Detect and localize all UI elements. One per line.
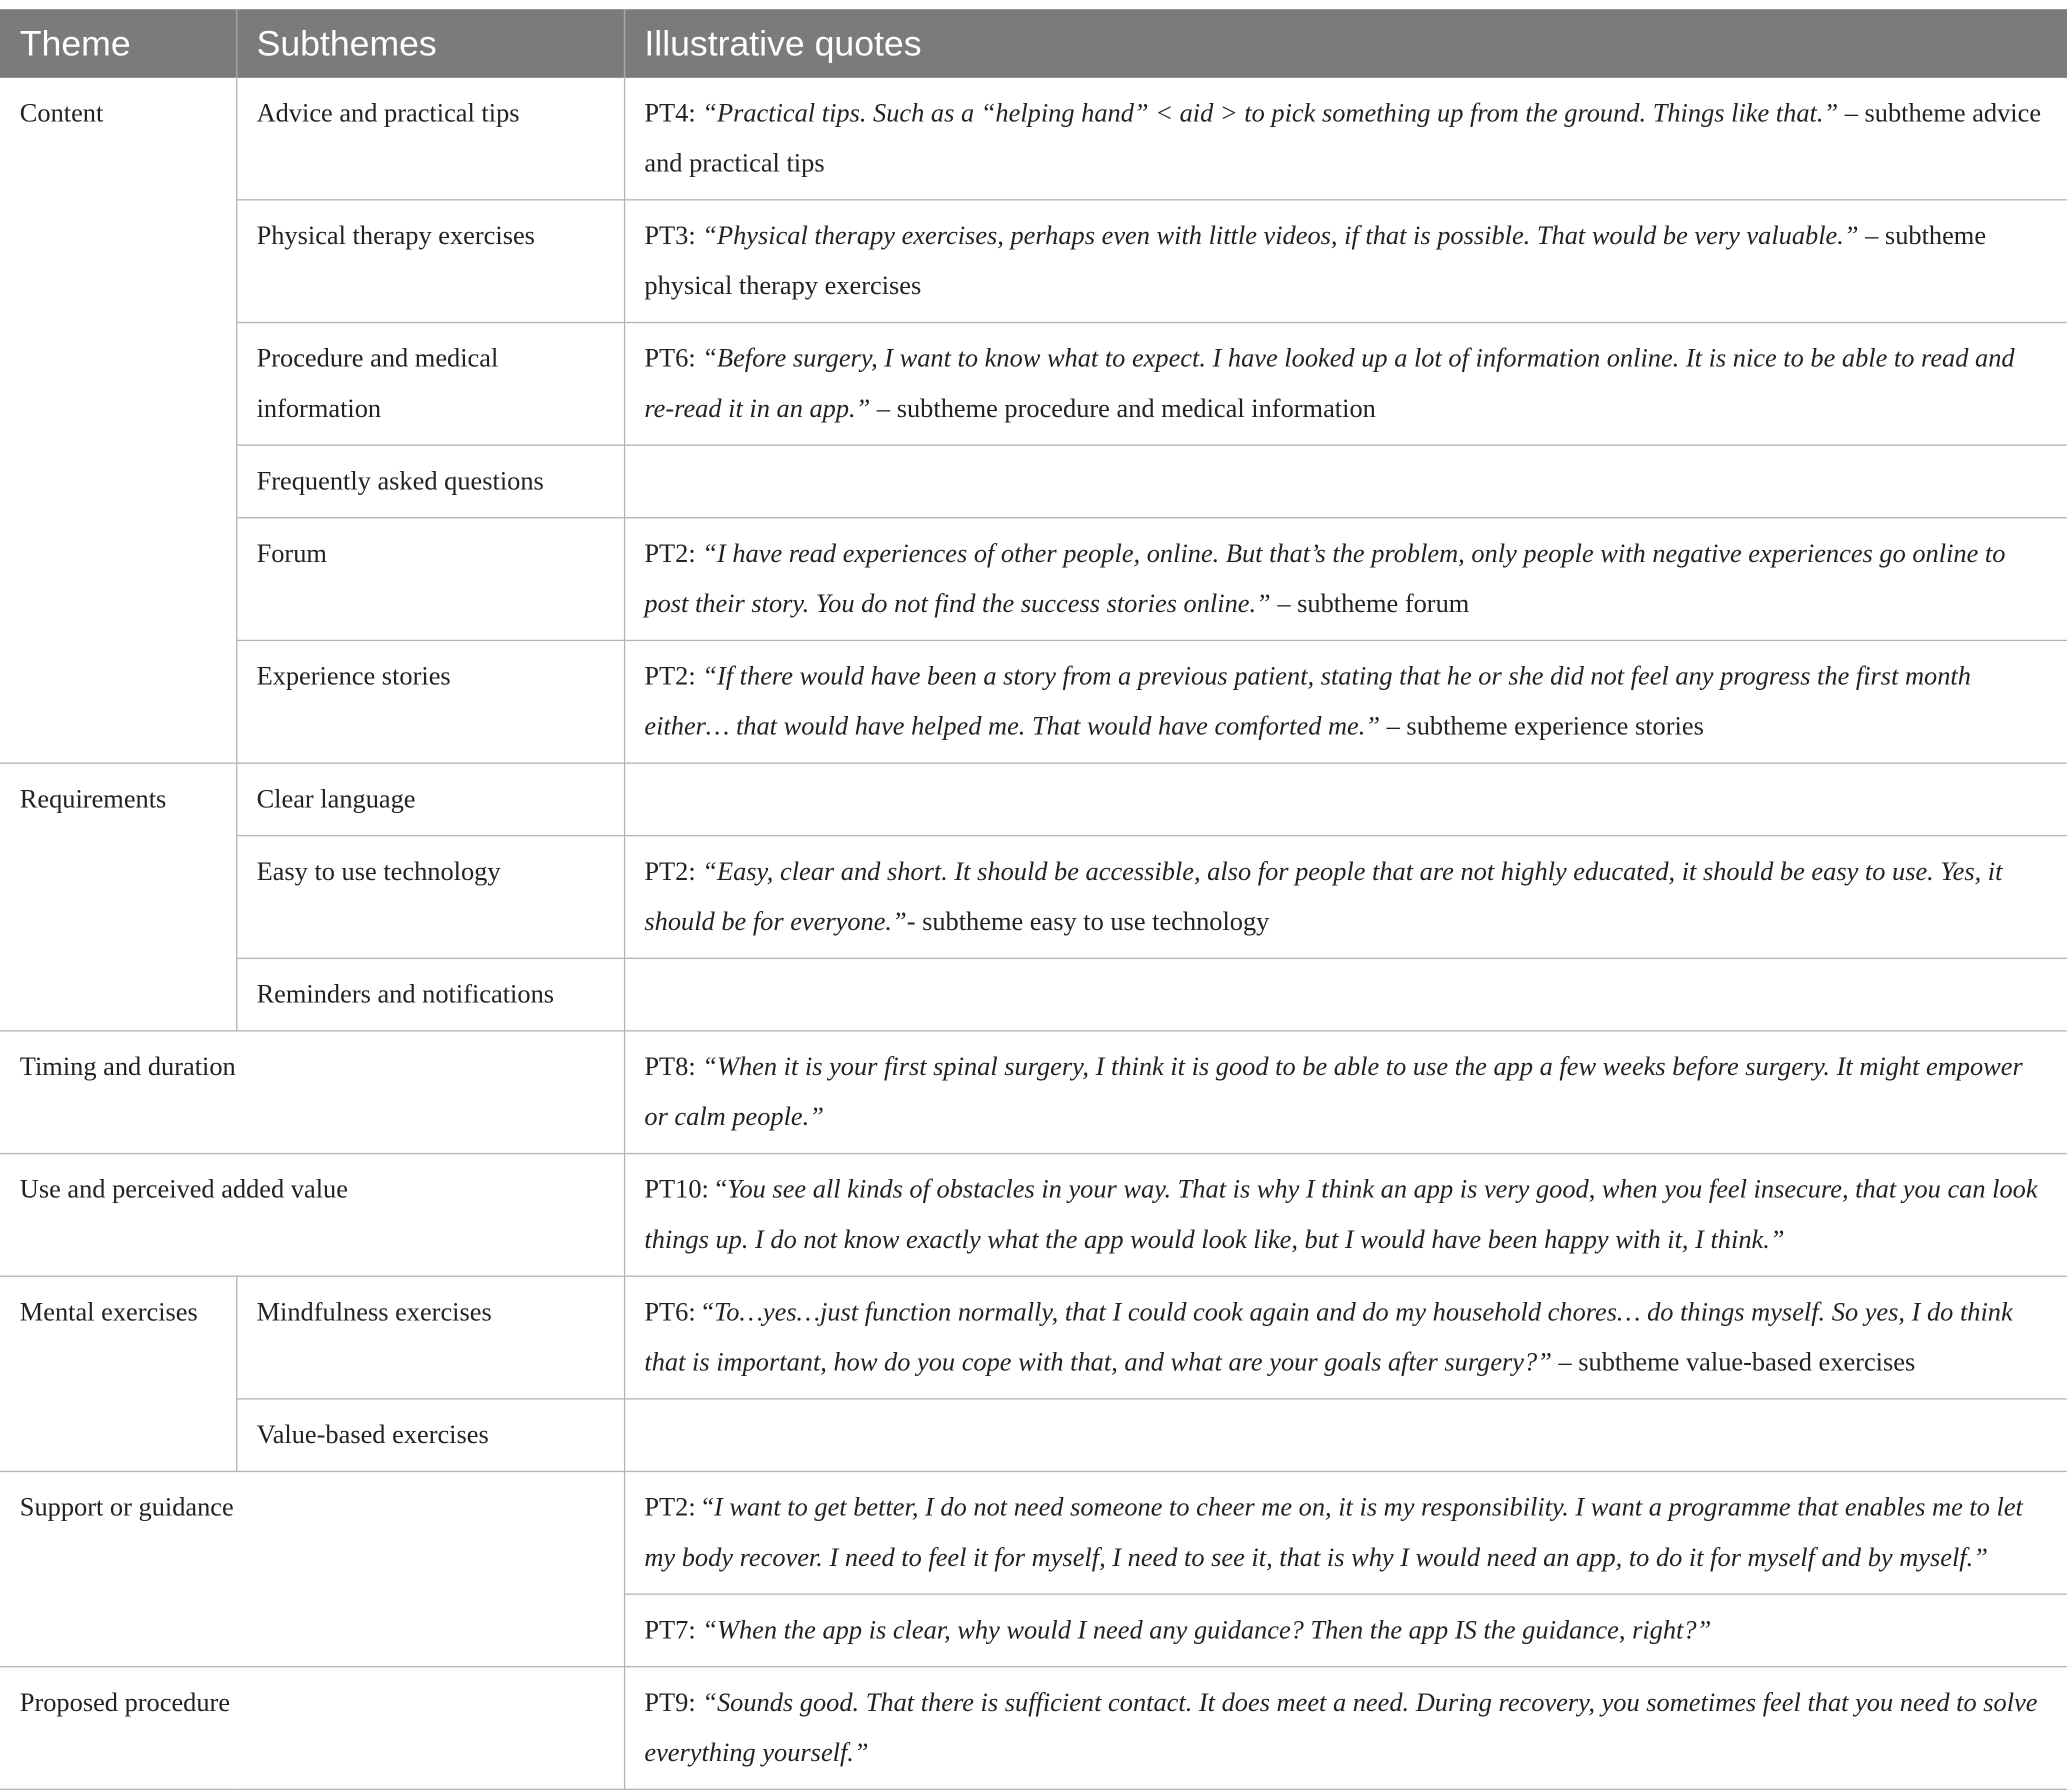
participant-label: PT3: [644,221,703,251]
subtheme-cell: Value-based exercises [236,1399,624,1472]
quote-text: “When the app is clear, why would I need any guidance? Then the app IS the guidance, right?” [702,1615,1712,1645]
table-row [0,323,2067,446]
participant-label: PT10: “ [644,1175,728,1205]
quote-cell-empty [624,445,2067,518]
participant-label: PT7: [644,1615,703,1645]
quote-text: You see all kinds of obstacles in your way. That is why I think an app is very good, when you feel insecure, that you can look things up. I do not know exactly what the app would look like, but I would have been happy with it, I think.” [644,1175,2038,1255]
quote-cell [624,640,2067,763]
table-row [0,1667,2067,1790]
participant-label: PT2: [644,539,703,569]
participant-label: PT2: “ [644,1493,715,1523]
quote-cell [624,1276,2067,1399]
subtheme-cell: Mindfulness exercises [236,1276,624,1399]
quote-text: “Practical tips. Such as a “helping hand” < aid > to pick something up from the ground. Things like that.” [702,98,1839,128]
quote-subtheme-note: - subtheme easy to use technology [906,907,1270,937]
theme-cell: Mental exercises [0,1276,236,1471]
quote-text: “Before surgery, I want to know what to expect. I have looked up a lot of information online. It is nice to be able to read and re-read it in an app.” [644,344,2015,424]
subtheme-cell: Experience stories [236,640,624,763]
quote-cell-empty [624,763,2067,836]
subtheme-cell: Clear language [236,763,624,836]
theme-cell: Content [0,78,236,763]
quote-text: “Easy, clear and short. It should be accessible, also for people that are not highly educated, it should be easy to use. Yes, it should be for everyone.” [644,857,2003,937]
table-row [0,836,2067,959]
subtheme-cell: Easy to use technology [236,836,624,959]
table-row [0,78,2067,200]
quote-cell [624,1594,2067,1667]
quote-text: “Sounds good. That there is sufficient contact. It does meet a need. During recovery, you sometimes feel that you need to solve everything yourself.” [644,1688,2038,1768]
table-row [0,1154,2067,1277]
participant-label: PT2: [644,857,703,887]
quote-cell [624,323,2067,446]
subtheme-cell: Advice and practical tips [236,78,624,200]
subtheme-cell: Physical therapy exercises [236,200,624,323]
participant-label: PT8: [644,1052,703,1082]
quote-text: I want to get better, I do not need someone to cheer me on, it is my responsibility. I want a programme that enables me to let my body recover. I need to feel it for myself, I need to see it, that is why I would need an app, to do it for myself and by myself.” [644,1493,2023,1573]
quote-subtheme-note: – subtheme value-based exercises [1551,1348,1916,1378]
quote-subtheme-note: – subtheme experience stories [1380,712,1704,742]
subtheme-cell: Frequently asked questions [236,445,624,518]
table-row [0,1276,2067,1399]
participant-label: PT6: “ [644,1297,715,1328]
table-row [0,518,2067,641]
participant-label: PT4: [644,98,703,128]
quote-subtheme-note: – subtheme forum [1270,589,1470,619]
header-subthemes: Subthemes [236,9,624,78]
quote-cell [624,1154,2067,1277]
quote-cell [624,1031,2067,1154]
participant-label: PT9: [644,1688,703,1718]
quote-subtheme-note: – subtheme procedure and medical information [870,394,1376,424]
table-row [0,958,2067,1031]
subtheme-cell: Forum [236,518,624,641]
table-row [0,1471,2067,1594]
quote-subtheme-note: – subtheme physical therapy exercises [644,221,1987,301]
theme-cell: Use and perceived added value [0,1154,624,1277]
subtheme-cell: Procedure and medical information [236,323,624,446]
quote-cell [624,1667,2067,1790]
quote-text: “If there would have been a story from a previous patient, stating that he or she did not feel any progress the first month either… that would have helped me. That would have comforted me.” [644,662,1971,742]
subtheme-cell: Reminders and notifications [236,958,624,1031]
quote-cell [624,518,2067,641]
quote-text: “Physical therapy exercises, perhaps even with little videos, if that is possible. That would be very valuable.” [702,221,1859,251]
table-row [0,1399,2067,1472]
theme-cell: Proposed procedure [0,1667,624,1790]
header-row [0,9,2067,78]
quote-cell [624,78,2067,200]
theme-cell: Support or guidance [0,1471,624,1666]
quote-cell-empty [624,1399,2067,1472]
quote-cell [624,200,2067,323]
table-row [0,445,2067,518]
quote-text: “When it is your first spinal surgery, I think it is good to be able to use the app a few weeks before surgery. It might empower or calm people.” [644,1052,2023,1132]
participant-label: PT2: [644,662,703,692]
quote-text: To…yes…just function normally, that I could cook again and do my household chores… do things myself. So yes, I do think that is important, how do you cope with that, and what are your goals after surgery?” [644,1297,2013,1378]
quote-subtheme-note: – subtheme advice and practical tips [644,98,2042,179]
table-row [0,640,2067,763]
theme-cell: Timing and duration [0,1031,624,1154]
theme-cell: Requirements [0,763,236,1031]
table-row [0,1031,2067,1154]
quote-cell-empty [624,958,2067,1031]
header-quotes: Illustrative quotes [624,9,2067,78]
themes-table [0,9,2067,1790]
participant-label: PT6: [644,344,703,374]
quote-cell [624,1471,2067,1594]
header-theme: Theme [0,9,236,78]
quote-text: “I have read experiences of other people, online. But that’s the problem, only people with negative experiences go online to post their story. You do not find the success stories online.” [644,539,2006,619]
table-row [0,200,2067,323]
table-row [0,763,2067,836]
quote-cell [624,836,2067,959]
